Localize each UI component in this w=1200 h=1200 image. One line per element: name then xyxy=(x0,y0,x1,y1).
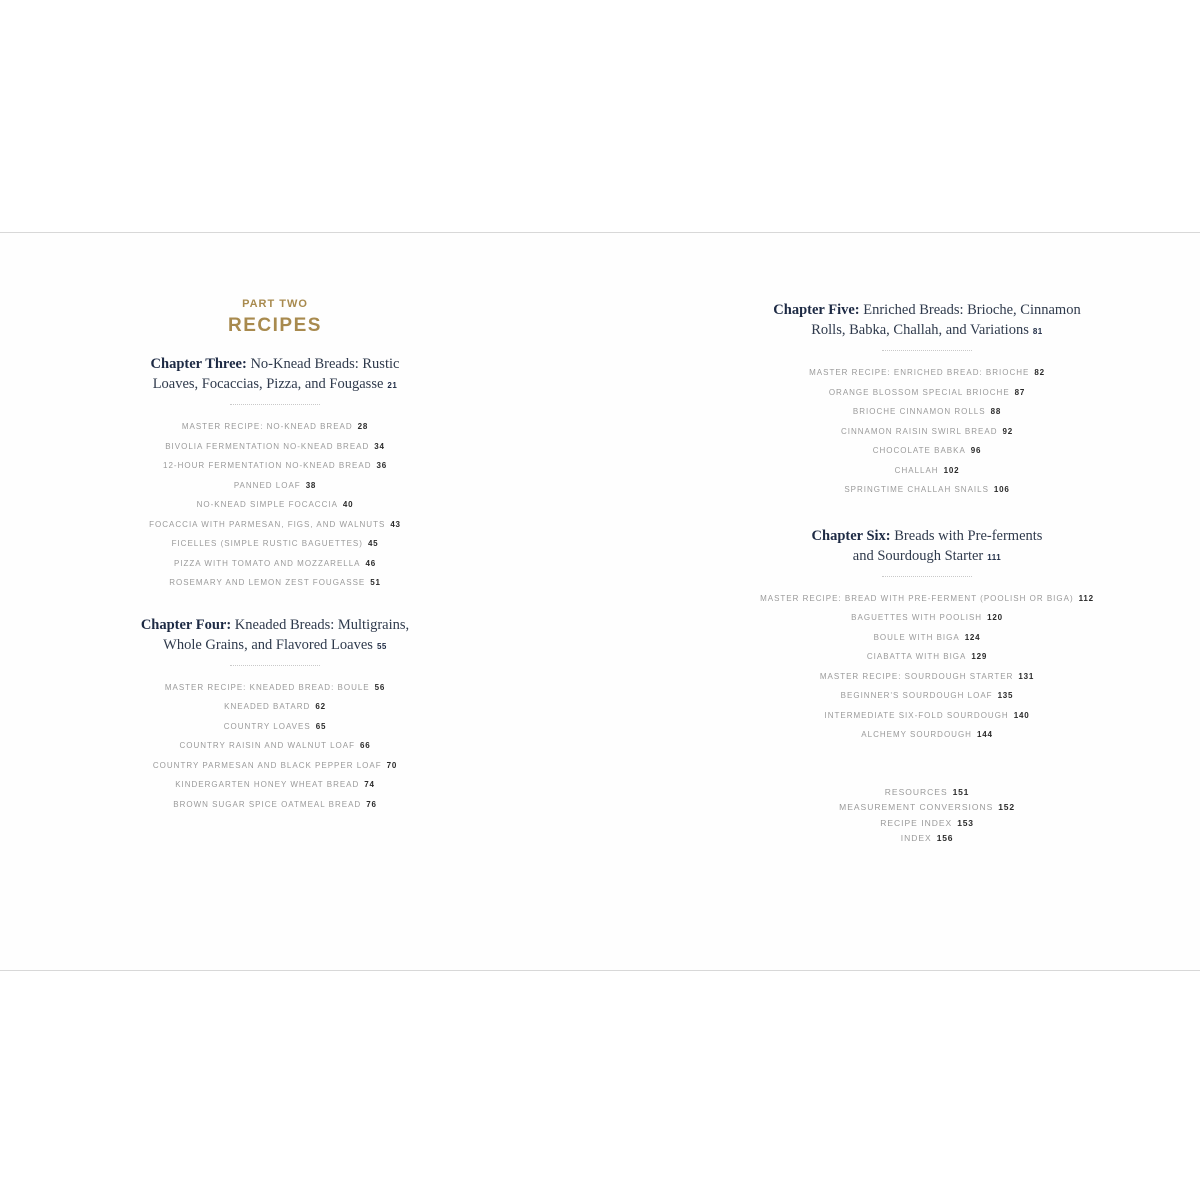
recipe-page: 124 xyxy=(964,632,981,642)
recipe-item[interactable] xyxy=(742,706,1112,726)
dotted-divider xyxy=(230,665,320,666)
chapter-title-line1: Enriched Breads: Brioche, Cinnamon xyxy=(863,302,1081,318)
recipe-page: 65 xyxy=(315,721,327,731)
chapter-page-number: 55 xyxy=(376,641,387,651)
recipe-item[interactable] xyxy=(742,628,1112,648)
chapter-page-number: 81 xyxy=(1032,327,1043,336)
recipe-page: 135 xyxy=(997,691,1014,700)
dotted-divider xyxy=(882,350,972,351)
recipe-item[interactable] xyxy=(742,589,1112,609)
recipe-page: 140 xyxy=(1013,710,1030,720)
recipe-list xyxy=(742,589,1112,745)
recipe-page: 36 xyxy=(376,461,387,470)
recipe-page: 45 xyxy=(367,539,379,548)
recipe-label: ORANGE BLOSSOM SPECIAL BRIOCHE xyxy=(828,387,1010,397)
recipe-item[interactable] xyxy=(120,697,430,717)
recipe-list xyxy=(120,678,430,815)
recipe-item[interactable] xyxy=(120,417,430,437)
chapter-name: Chapter Six: xyxy=(811,527,891,544)
chapter-five xyxy=(742,300,1112,500)
chapter-page-number: 111 xyxy=(987,552,1002,562)
recipe-item[interactable] xyxy=(120,678,430,698)
recipe-item[interactable] xyxy=(742,647,1112,667)
recipe-page: 51 xyxy=(370,578,381,587)
recipe-item[interactable] xyxy=(742,686,1112,706)
recipe-page: 96 xyxy=(970,446,982,455)
chapter-page-number: 21 xyxy=(387,381,398,390)
recipe-label: BRIOCHE CINNAMON ROLLS xyxy=(852,407,986,416)
part-label: PART TWO xyxy=(242,298,308,310)
recipe-label: NO-KNEAD SIMPLE FOCACCIA xyxy=(196,500,338,509)
recipe-label: ROSEMARY AND LEMON ZEST FOUGASSE xyxy=(169,578,366,587)
back-matter-label: RECIPE INDEX xyxy=(880,817,953,828)
recipe-item[interactable] xyxy=(120,717,430,737)
recipe-label: CHALLAH xyxy=(894,465,939,475)
recipe-label: CIABATTA WITH BIGA xyxy=(866,652,967,661)
dotted-divider xyxy=(230,404,320,405)
left-page xyxy=(120,297,430,814)
recipe-page: 34 xyxy=(374,441,385,451)
chapter-three xyxy=(120,354,430,593)
recipe-label: CINNAMON RAISIN SWIRL BREAD xyxy=(841,426,998,436)
recipe-item[interactable] xyxy=(120,573,430,593)
recipe-label: MASTER RECIPE: KNEADED BREAD: BOULE xyxy=(164,682,370,692)
recipe-label: BAGUETTES WITH POOLISH xyxy=(851,613,983,622)
recipe-label: FOCACCIA WITH PARMESAN, FIGS, AND WALNUTS xyxy=(149,519,386,529)
recipe-label: MASTER RECIPE: SOURDOUGH STARTER xyxy=(819,671,1014,681)
back-matter-page: 156 xyxy=(936,833,954,843)
recipe-item[interactable] xyxy=(120,795,430,815)
recipe-label: BIVOLIA FERMENTATION NO-KNEAD BREAD xyxy=(165,441,370,451)
recipe-item[interactable] xyxy=(120,554,430,574)
chapter-name: Chapter Five: xyxy=(773,302,860,318)
recipe-item[interactable] xyxy=(120,515,430,535)
recipe-label: BOULE WITH BIGA xyxy=(873,632,960,642)
recipe-list xyxy=(120,417,430,593)
recipe-label: ALCHEMY SOURDOUGH xyxy=(861,730,972,739)
back-matter-label: MEASUREMENT CONVERSIONS xyxy=(839,802,994,812)
recipe-item[interactable] xyxy=(120,736,430,756)
recipe-page: 112 xyxy=(1078,593,1094,603)
recipe-page: 76 xyxy=(366,799,377,809)
recipe-label: BROWN SUGAR SPICE OATMEAL BREAD xyxy=(173,799,362,809)
recipe-label: KNEADED BATARD xyxy=(224,702,311,711)
recipe-item[interactable] xyxy=(120,756,430,776)
recipe-page: 106 xyxy=(993,485,1010,494)
chapter-title-line2: and Sourdough Starter xyxy=(852,547,984,564)
recipe-page: 40 xyxy=(342,500,354,509)
recipe-item[interactable] xyxy=(120,476,430,496)
back-matter-label: INDEX xyxy=(900,833,932,843)
recipe-label: MASTER RECIPE: BREAD WITH PRE-FERMENT (POOLISH OR BIGA) xyxy=(760,593,1074,603)
recipe-label: BEGINNER'S SOURDOUGH LOAF xyxy=(840,691,993,700)
recipe-item[interactable] xyxy=(742,363,1112,383)
back-matter-list xyxy=(742,785,1112,847)
chapter-six xyxy=(742,526,1112,745)
recipe-item[interactable] xyxy=(120,456,430,476)
recipe-label: 12-HOUR FERMENTATION NO-KNEAD BREAD xyxy=(163,461,372,470)
back-matter-item[interactable] xyxy=(742,816,1112,832)
recipe-item[interactable] xyxy=(120,495,430,515)
chapter-heading[interactable] xyxy=(120,615,430,657)
recipe-label: COUNTRY PARMESAN AND BLACK PEPPER LOAF xyxy=(152,760,382,770)
part-title: RECIPES xyxy=(228,315,322,336)
recipe-label: INTERMEDIATE SIX-FOLD SOURDOUGH xyxy=(824,710,1009,720)
back-matter-item[interactable] xyxy=(742,800,1112,816)
recipe-list xyxy=(742,363,1112,500)
recipe-item[interactable] xyxy=(120,437,430,457)
recipe-label: MASTER RECIPE: ENRICHED BREAD: BRIOCHE xyxy=(809,368,1030,377)
recipe-item[interactable] xyxy=(742,461,1112,481)
recipe-item[interactable] xyxy=(742,667,1112,687)
chapter-title-line2: Rolls, Babka, Challah, and Variations xyxy=(811,322,1029,338)
recipe-label: PIZZA WITH TOMATO AND MOZZARELLA xyxy=(173,558,361,568)
recipe-item[interactable] xyxy=(742,402,1112,422)
back-matter-page: 152 xyxy=(998,802,1015,812)
chapter-title-line1: No-Knead Breads: Rustic xyxy=(250,356,400,372)
recipe-page: 66 xyxy=(360,741,371,750)
recipe-page: 92 xyxy=(1002,426,1013,436)
back-matter-label: RESOURCES xyxy=(884,786,948,797)
recipe-label: PANNED LOAF xyxy=(233,480,301,490)
recipe-label: SPRINGTIME CHALLAH SNAILS xyxy=(844,485,989,494)
recipe-page: 62 xyxy=(315,702,326,711)
recipe-label: COUNTRY LOAVES xyxy=(223,721,311,731)
recipe-label: CHOCOLATE BABKA xyxy=(872,446,966,455)
recipe-page: 82 xyxy=(1034,368,1045,377)
recipe-page: 144 xyxy=(976,730,993,739)
back-matter-page: 153 xyxy=(957,817,974,828)
chapter-heading[interactable] xyxy=(742,526,1112,568)
right-page xyxy=(742,300,1112,847)
recipe-page: 46 xyxy=(365,558,377,568)
chapter-title-line2: Whole Grains, and Flavored Loaves xyxy=(163,636,373,653)
recipe-item[interactable] xyxy=(742,480,1112,500)
recipe-page: 131 xyxy=(1018,671,1035,681)
recipe-item[interactable] xyxy=(742,725,1112,745)
recipe-page: 70 xyxy=(386,760,398,770)
back-matter-item[interactable] xyxy=(742,831,1112,847)
recipe-item[interactable] xyxy=(120,775,430,795)
chapter-name: Chapter Three: xyxy=(150,356,247,372)
chapter-title-line1: Breads with Pre-ferments xyxy=(894,527,1043,544)
recipe-page: 120 xyxy=(987,613,1003,622)
recipe-page: 43 xyxy=(390,519,401,529)
recipe-page: 74 xyxy=(364,780,375,789)
chapter-title-line2: Loaves, Focaccias, Pizza, and Fougasse xyxy=(152,376,384,392)
recipe-page: 88 xyxy=(990,407,1002,416)
recipe-label: COUNTRY RAISIN AND WALNUT LOAF xyxy=(179,741,355,750)
recipe-page: 56 xyxy=(374,682,386,692)
recipe-item[interactable] xyxy=(120,534,430,554)
recipe-page: 129 xyxy=(971,652,988,661)
recipe-label: MASTER RECIPE: NO-KNEAD BREAD xyxy=(181,422,353,431)
recipe-page: 87 xyxy=(1014,387,1026,397)
dotted-divider xyxy=(882,576,972,577)
back-matter-page: 151 xyxy=(952,786,970,797)
recipe-page: 28 xyxy=(357,422,369,431)
chapter-four xyxy=(120,615,430,815)
chapter-name: Chapter Four: xyxy=(140,616,232,633)
recipe-item[interactable] xyxy=(742,422,1112,442)
recipe-label: FICELLES (SIMPLE RUSTIC BAGUETTES) xyxy=(171,539,363,548)
chapter-heading[interactable] xyxy=(742,300,1112,342)
recipe-item[interactable] xyxy=(742,441,1112,461)
recipe-item[interactable] xyxy=(742,383,1112,403)
book-spread xyxy=(0,232,1200,971)
chapter-heading[interactable] xyxy=(120,354,430,396)
recipe-page: 38 xyxy=(305,480,317,490)
recipe-item[interactable] xyxy=(742,608,1112,628)
back-matter-item[interactable] xyxy=(742,785,1112,801)
chapter-title-line1: Kneaded Breads: Multigrains, xyxy=(234,616,410,633)
recipe-page: 102 xyxy=(943,465,960,475)
recipe-label: KINDERGARTEN HONEY WHEAT BREAD xyxy=(175,780,360,789)
